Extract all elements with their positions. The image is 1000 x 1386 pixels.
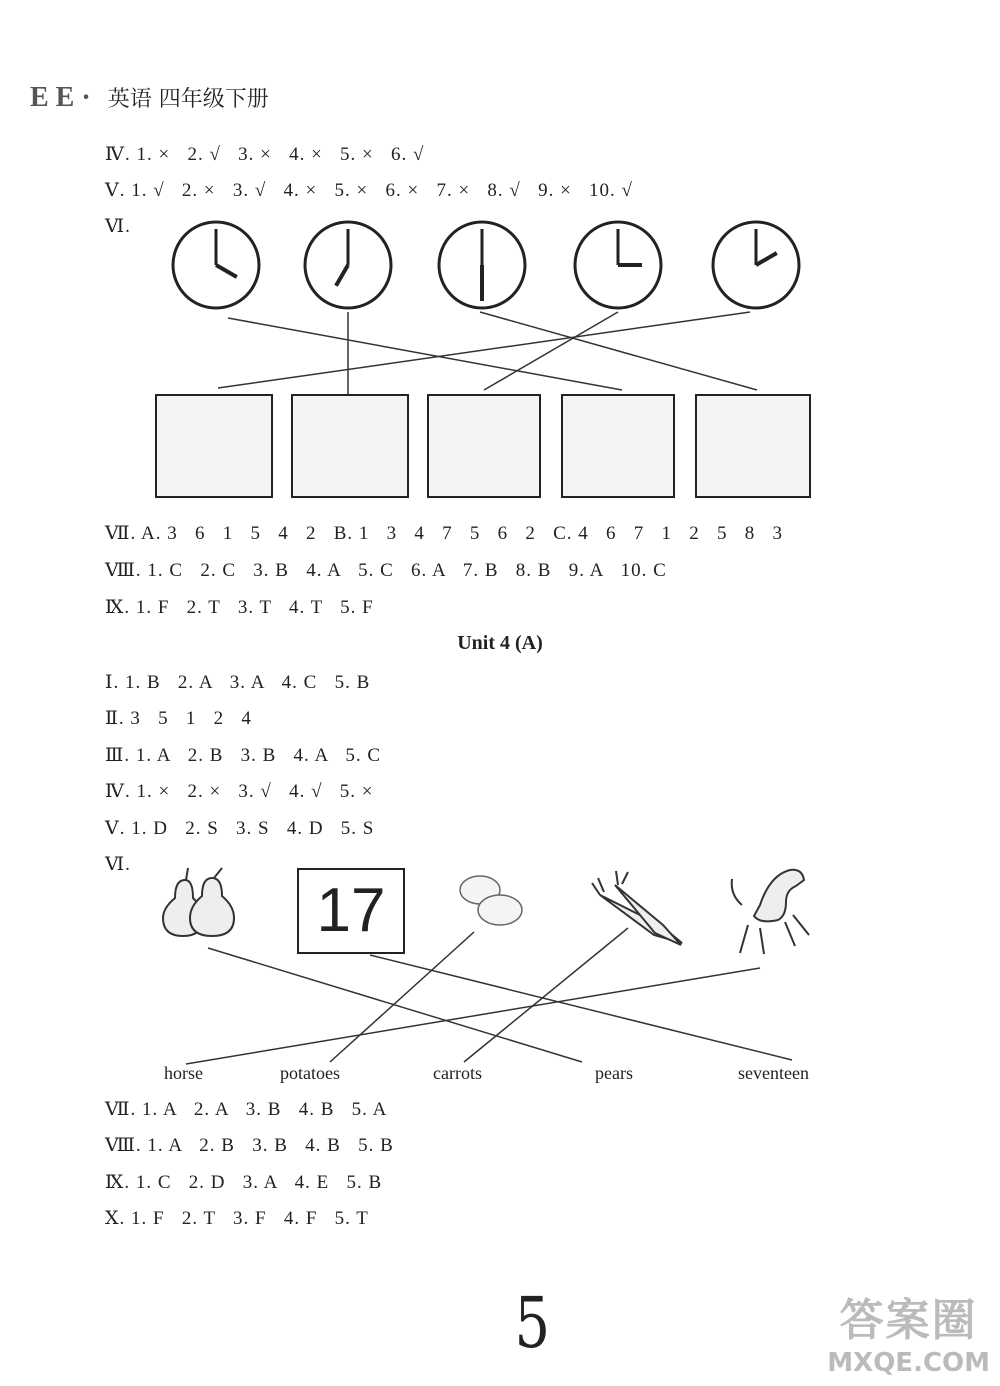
clock-1 (173, 222, 259, 308)
unit4-line-iv: Ⅳ. 1. × 2. × 3. √ 4. √ 5. × (105, 781, 374, 802)
clock-4 (575, 222, 661, 308)
food-match-lines (186, 928, 792, 1064)
answer-line-iv: Ⅳ. 1. × 2. √ 3. × 4. × 5. × 6. √ (105, 144, 425, 165)
answer-line-v: Ⅴ. 1. √ 2. × 3. √ 4. × 5. × 6. × 7. × 8. √ 9. × 10. √ (105, 180, 633, 201)
clocks-row (173, 222, 799, 308)
answer-line-ix: Ⅸ. 1. F 2. T 3. T 4. T 5. F (105, 597, 374, 618)
scene-picture-waking (695, 394, 811, 498)
word-carrots: carrots (433, 1063, 482, 1083)
match-line (218, 312, 750, 388)
carrots-picture (592, 871, 682, 945)
unit4-line-ii: Ⅱ. 3 5 1 2 4 (105, 708, 252, 729)
horse-picture (732, 870, 809, 954)
page-number: 5 (514, 1282, 551, 1364)
clock-match-lines (218, 312, 757, 396)
unit4-line-vi-label: Ⅵ. (105, 854, 131, 875)
unit4-line-vii: Ⅶ. 1. A 2. A 3. B 4. B 5. A (105, 1099, 388, 1120)
unit4-line-v: Ⅴ. 1. D 2. S 3. S 4. D 5. S (105, 818, 375, 839)
scene-picture-walking (561, 394, 675, 498)
answer-line-vii: Ⅶ. A. 3 6 1 5 4 2 B. 1 3 4 7 5 6 2 C. 4 6 7 1 2 5 8 3 (105, 523, 784, 544)
scene-picture-numbers (155, 394, 273, 498)
word-horse: horse (164, 1063, 203, 1083)
match-line (370, 955, 792, 1060)
scene-picture-classroom (427, 394, 541, 498)
unit4-line-viii: Ⅷ. 1. A 2. B 3. B 4. B 5. B (105, 1135, 394, 1156)
answer-line-vi-label: Ⅵ. (105, 216, 131, 237)
pears-picture (163, 868, 234, 936)
watermark-cn: 答案圈 (839, 1295, 978, 1346)
word-potatoes: potatoes (280, 1063, 340, 1083)
word-seventeen: seventeen (738, 1063, 809, 1083)
clock-2 (305, 222, 391, 308)
unit4-line-x: Ⅹ. 1. F 2. T 3. F 4. F 5. T (105, 1208, 369, 1229)
number-box: 17 (297, 868, 405, 954)
scene-picture-clock-wall (291, 394, 409, 498)
answer-line-viii: Ⅷ. 1. C 2. C 3. B 4. A 5. C 6. A 7. B 8. B 9. A 10. C (105, 560, 667, 581)
clock-5 (713, 222, 799, 308)
match-line (480, 312, 757, 390)
unit4-line-ix: Ⅸ. 1. C 2. D 3. A 4. E 5. B (105, 1172, 383, 1193)
match-line (464, 928, 628, 1062)
unit4-line-iii: Ⅲ. 1. A 2. B 3. B 4. A 5. C (105, 745, 382, 766)
match-line (484, 312, 618, 390)
clock-3 (439, 222, 525, 308)
header-logo: E E · (30, 82, 91, 113)
match-line (228, 318, 622, 390)
word-pears: pears (595, 1063, 633, 1083)
match-line (186, 968, 760, 1064)
match-line (208, 948, 582, 1062)
watermark-en: MXQE.COM (827, 1348, 990, 1378)
unit4-line-i: Ⅰ. 1. B 2. A 3. A 4. C 5. B (105, 672, 371, 693)
unit-title: Unit 4 (A) (457, 632, 543, 654)
potatoes-picture (460, 876, 522, 925)
watermark (827, 1284, 990, 1378)
header-title: 英语 四年级下册 (107, 87, 269, 112)
